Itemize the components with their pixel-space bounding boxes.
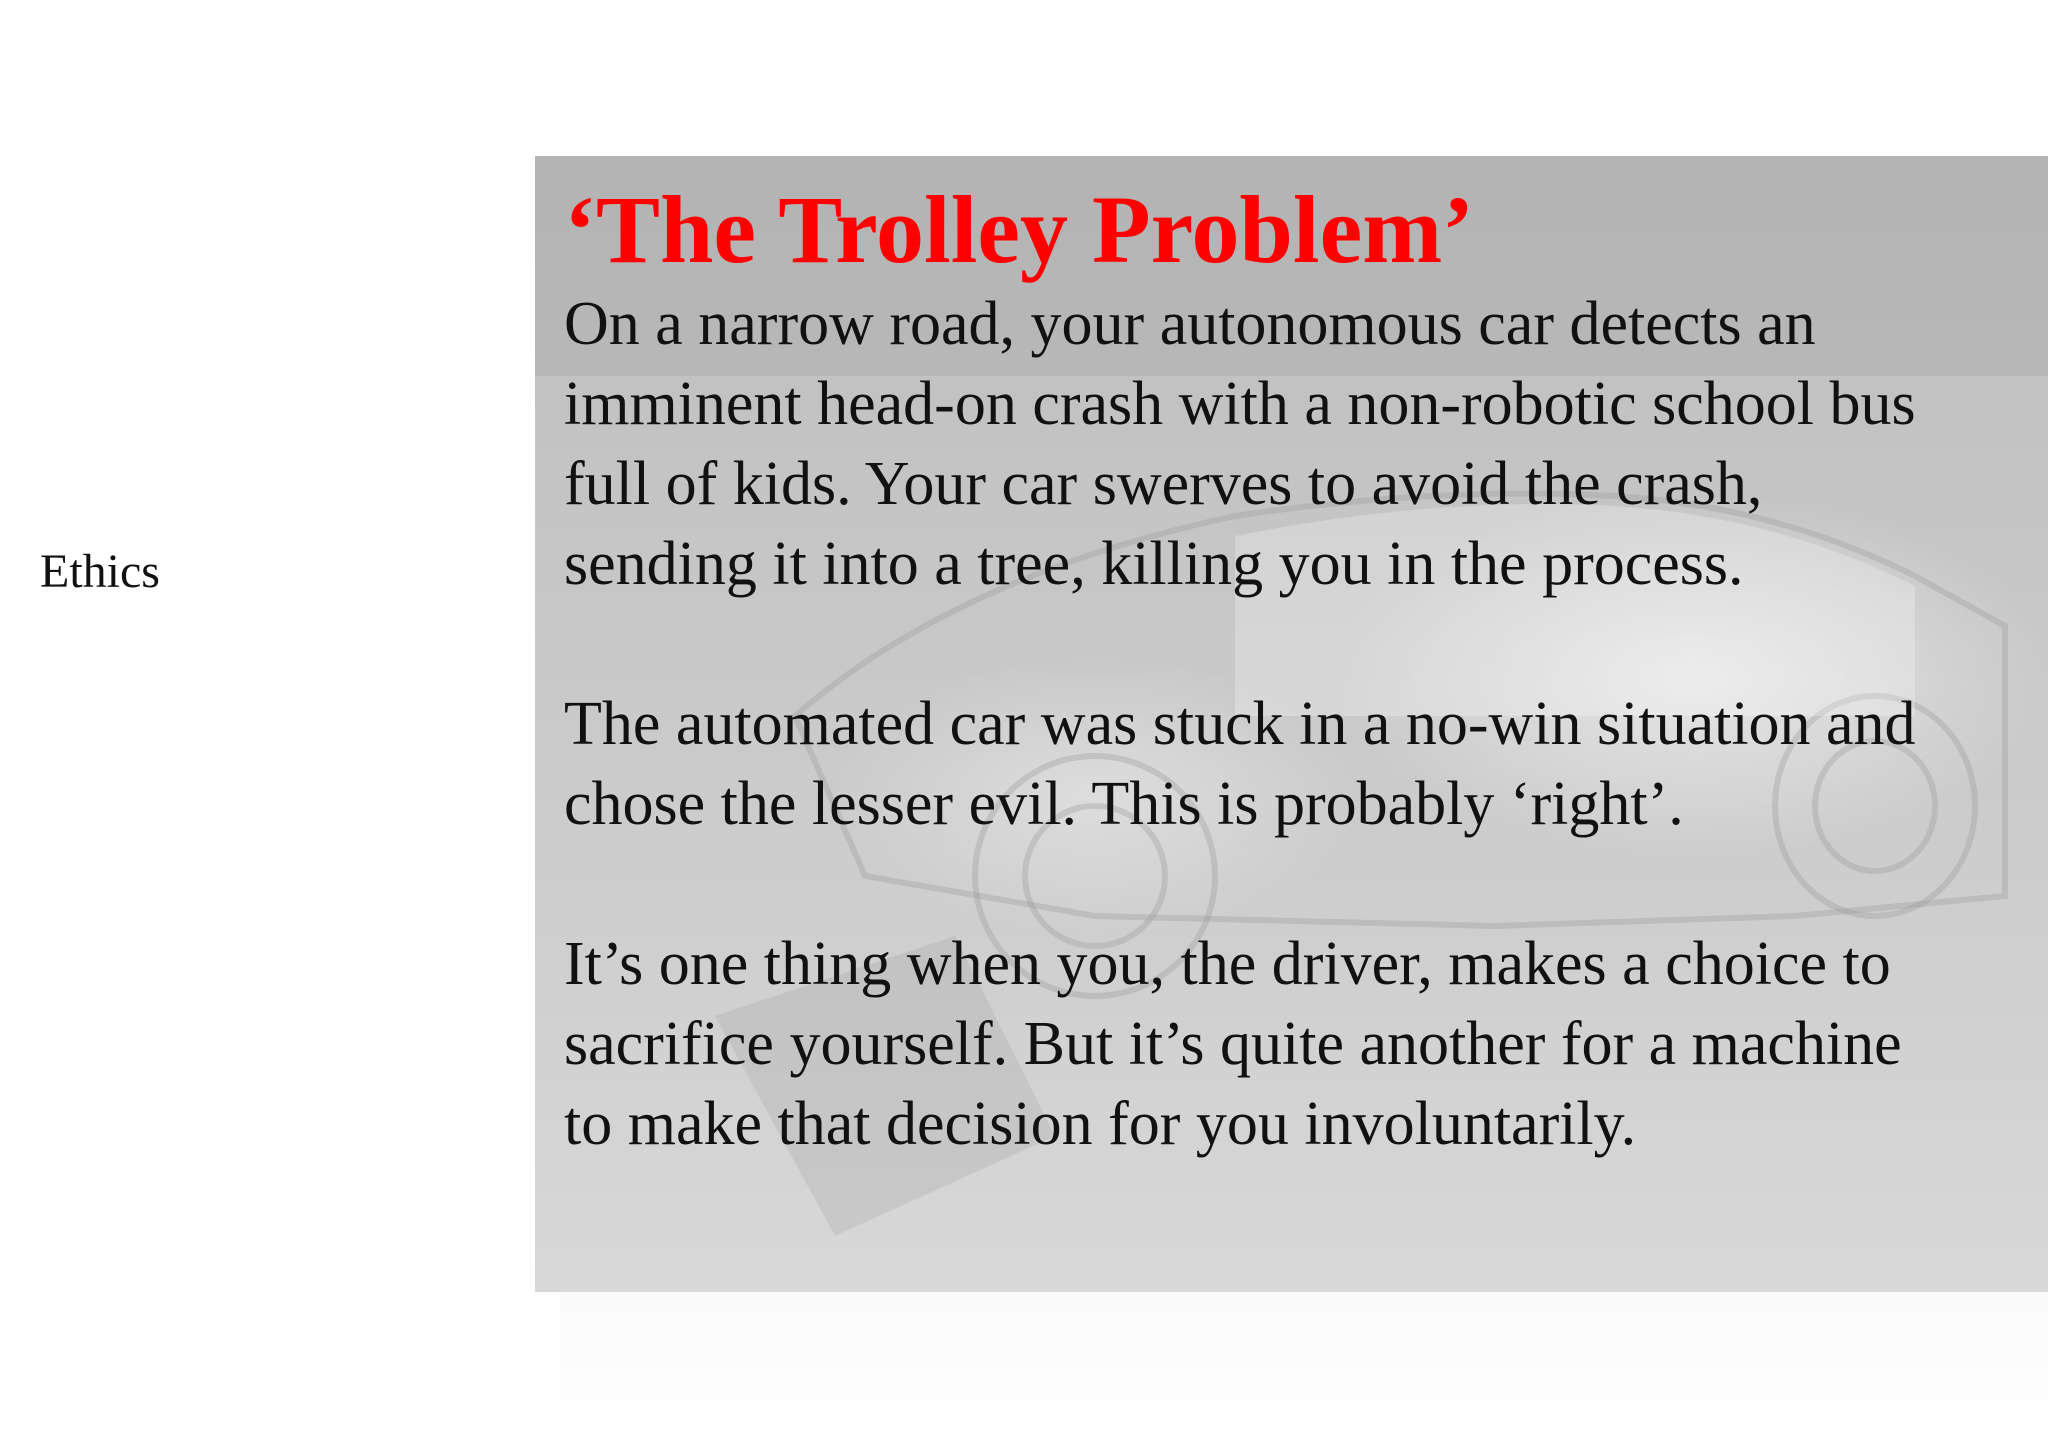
paragraph-line: to make that decision for you involuntarily.: [564, 1090, 1637, 1158]
paragraph-line: chose the lesser evil. This is probably ‘right’.: [564, 770, 1684, 838]
paragraph-line: full of kids. Your car swerves to avoid the crash,: [564, 450, 1763, 518]
side-label: Ethics: [40, 545, 160, 598]
panel-shadow-area: [560, 1292, 2048, 1447]
paragraph-scenario: [564, 284, 2048, 604]
paragraph-line: The automated car was stuck in a no-win situation and: [564, 690, 1916, 758]
paragraph-line: sending it into a tree, killing you in the process.: [564, 530, 1744, 598]
paragraph-dilemma: [564, 924, 2048, 1164]
paragraph-line: imminent head-on crash with a non-robotic school bus: [564, 370, 1916, 438]
paragraph-line: sacrifice yourself. But it’s quite another for a machine: [564, 1010, 1902, 1078]
background-photo-panel: [535, 156, 2048, 1292]
paragraph-line: On a narrow road, your autonomous car detects an: [564, 290, 1816, 358]
slide-title: ‘The Trolley Problem’: [564, 176, 1475, 283]
paragraph-conclusion: [564, 684, 2048, 844]
paragraph-line: It’s one thing when you, the driver, makes a choice to: [564, 930, 1891, 998]
slide-content: [564, 176, 2048, 1164]
